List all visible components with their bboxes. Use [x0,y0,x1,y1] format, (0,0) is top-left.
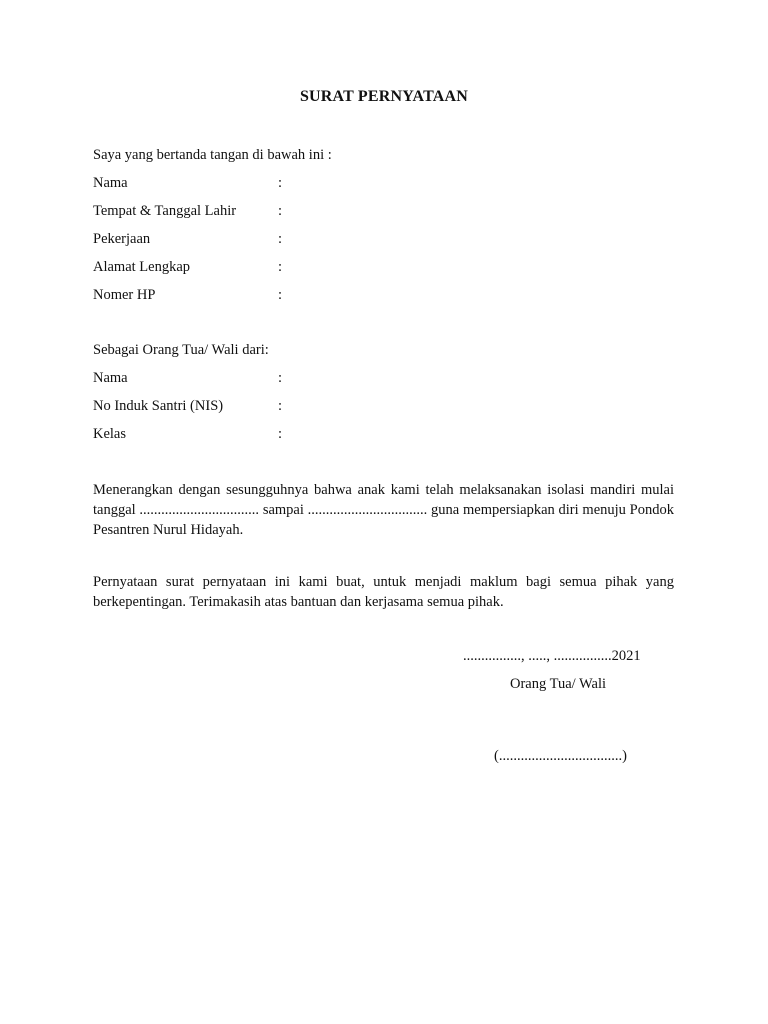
field-separator: : [278,203,283,219]
guardian-heading: Sebagai Orang Tua/ Wali dari: [93,342,269,358]
intro-text: Saya yang bertanda tangan di bawah ini : [93,147,332,163]
field-separator: : [278,426,283,442]
signer-role: Orang Tua/ Wali [510,676,607,692]
field-label: Kelas [93,426,127,442]
document-title: SURAT PERNYATAAN [299,88,469,105]
field-separator: : [278,231,283,247]
statement-paragraph: Menerangkan dengan sesungguhnya bahwa anak kami telah melaksanakan isolasi mandiri mulai tanggal ................................. sampai ................................. guna mempersiapkan diri menuju Pondok Pesantren Nurul Hidayah. [93,482,674,538]
field-label: Alamat Lengkap [93,259,191,275]
closing-paragraph: Pernyataan surat pernyataan ini kami buat, untuk menjadi maklum bagi semua pihak yang berkepentingan. Terimakasih atas bantuan dan kerjasama semua pihak. [93,574,674,610]
field-separator: : [278,175,283,191]
field-separator: : [278,259,283,275]
field-label: Nama [93,175,128,191]
field-separator: : [278,398,283,414]
signature-line: (..................................) [494,748,627,764]
field-label: No Induk Santri (NIS) [93,398,224,414]
field-separator: : [278,370,283,386]
place-date-line: ................, ....., ................2021 [463,648,641,664]
field-label: Nama [93,370,128,386]
field-label: Pekerjaan [93,231,151,247]
field-label: Nomer HP [93,287,156,303]
field-label: Tempat & Tanggal Lahir [93,203,237,219]
field-separator: : [278,287,283,303]
